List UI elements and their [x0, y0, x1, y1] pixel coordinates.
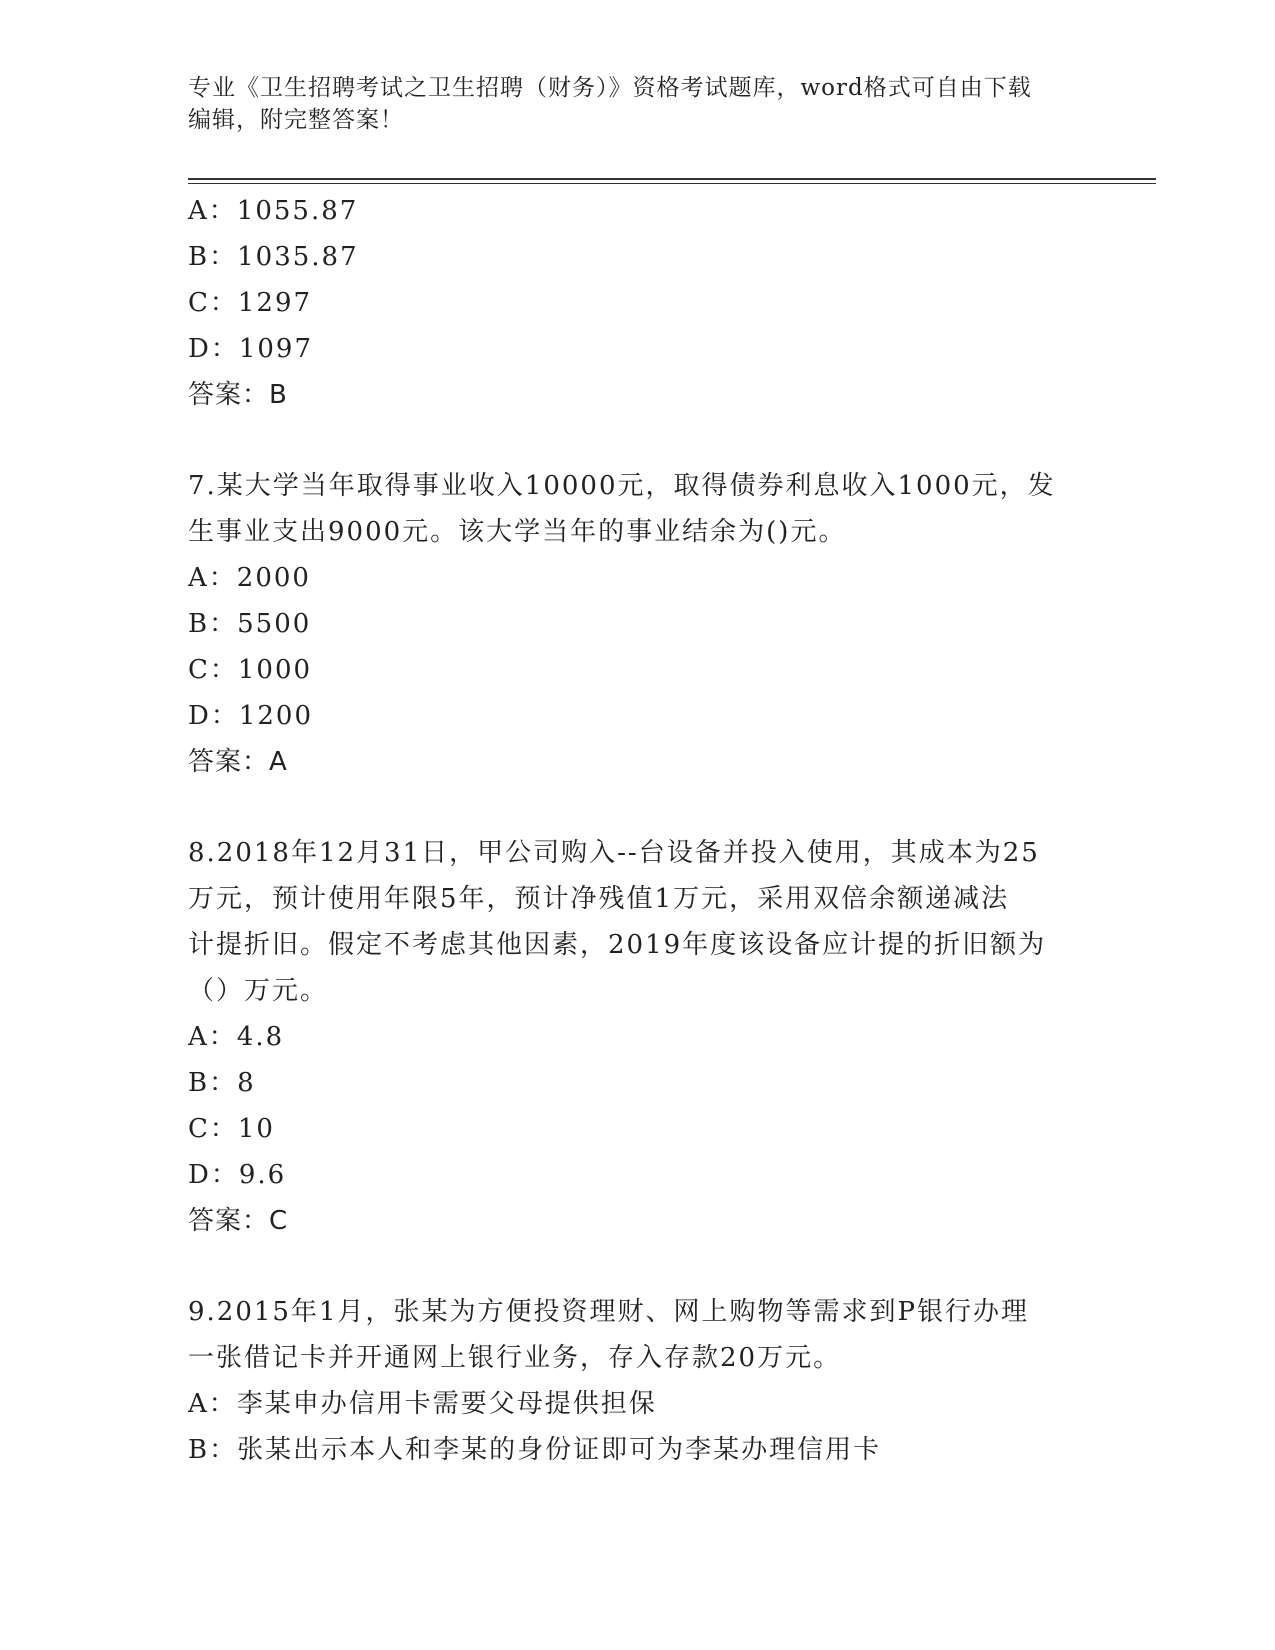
header-line-2: 编辑，附完整答案！ [188, 107, 404, 133]
option-d: D：1200 [188, 701, 314, 731]
spacer [188, 1244, 1088, 1289]
option-d: D：9.6 [188, 1160, 287, 1190]
option-b: B：1035.87 [188, 242, 359, 272]
question-stem-line: 7.某大学当年取得事业收入10000元，取得债券利息收入1000元，发 [188, 471, 1056, 501]
option-b: B：5500 [188, 609, 312, 639]
option-b: B：8 [188, 1068, 256, 1098]
question-content [188, 188, 1088, 1473]
option-a: A：2000 [188, 563, 311, 593]
option-b: B：张某出示本人和李某的身份证即可为李某办理信用卡 [188, 1435, 882, 1465]
option-a: A：4.8 [188, 1022, 285, 1052]
spacer [188, 785, 1088, 830]
spacer [188, 418, 1088, 463]
option-c: C：1000 [188, 655, 313, 685]
question-stem-line: 计提折旧。假定不考虑其他因素，2019年度该设备应计提的折旧额为 [188, 930, 1047, 960]
question-6 [188, 188, 1088, 418]
option-a: A：李某申办信用卡需要父母提供担保 [188, 1389, 657, 1419]
question-stem-line: 9.2015年1月，张某为方便投资理财、网上购物等需求到P银行办理 [188, 1297, 1030, 1327]
question-stem-line: 8.2018年12月31日，甲公司购入--台设备并投入使用，其成本为25 [188, 838, 1040, 868]
document-header [188, 72, 1108, 136]
question-8 [188, 830, 1088, 1244]
question-stem-line: 万元，预计使用年限5年，预计净残值1万元，采用双倍余额递减法 [188, 884, 1010, 914]
header-line-1: 专业《卫生招聘考试之卫生招聘（财务）》资格考试题库，word格式可自由下载 [188, 75, 1032, 101]
header-divider-thick [188, 178, 1156, 180]
option-c: C：10 [188, 1114, 275, 1144]
option-d: D：1097 [188, 334, 314, 364]
header-divider-thin [188, 183, 1156, 184]
option-a: A：1055.87 [188, 196, 359, 226]
question-stem-line: （）万元。 [188, 976, 329, 1006]
question-9 [188, 1289, 1088, 1473]
answer-line: 答案：C [188, 1206, 289, 1236]
answer-line: 答案：B [188, 380, 288, 410]
option-c: C：1297 [188, 288, 313, 318]
question-stem-line: 生事业支出9000元。该大学当年的事业结余为()元。 [188, 517, 847, 547]
answer-line: 答案：A [188, 747, 288, 777]
question-stem-line: 一张借记卡并开通网上银行业务，存入存款20万元。 [188, 1343, 842, 1373]
question-7 [188, 463, 1088, 785]
